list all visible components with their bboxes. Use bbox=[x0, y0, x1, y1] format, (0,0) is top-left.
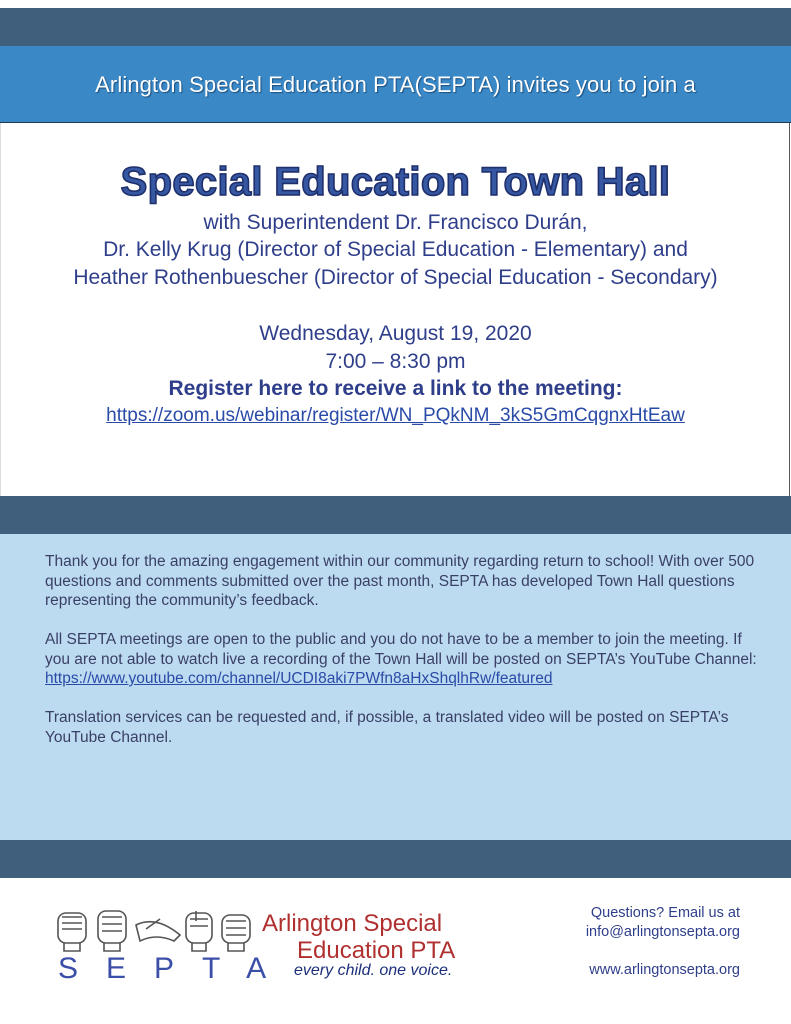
logo-name-line-1: Arlington Special bbox=[262, 910, 443, 937]
logo-name-line-2: Education PTA bbox=[297, 937, 456, 964]
meetings-paragraph: All SEPTA meetings are open to the public and you do not have to be a member to join the meeting. If you are not able to watch live a recording of the Town Hall will be posted on SEPTA’s YouTube Channel: bbox=[45, 631, 757, 668]
contact-question: Questions? Email us at bbox=[590, 905, 740, 921]
speakers-line-1: with Superintendent Dr. Francisco Durán, bbox=[203, 211, 588, 234]
translation-paragraph: Translation services can be requested and, if possible, a translated video will be posted on SEPTA’s YouTube Channel. bbox=[45, 709, 729, 746]
contact-email[interactable]: info@arlingtonsepta.org bbox=[585, 924, 740, 940]
hand-s-icon bbox=[58, 913, 86, 951]
hand-p-icon bbox=[136, 919, 180, 941]
hand-e-icon bbox=[98, 911, 126, 951]
middle-dark-band bbox=[0, 496, 791, 534]
thanks-paragraph: Thank you for the amazing engagement within our community regarding return to school! With over 500 questions and comments submitted over the past month, SEPTA has developed Town Hall questions representing the community’s feedback. bbox=[45, 553, 755, 609]
hand-t-icon bbox=[186, 911, 212, 951]
speakers-line-2: Dr. Kelly Krug (Director of Special Education - Elementary) and bbox=[103, 238, 688, 261]
event-time: 7:00 – 8:30 pm bbox=[325, 350, 466, 373]
invite-text: Arlington Special Education PTA(SEPTA) invites you to join a bbox=[95, 72, 696, 97]
event-date: Wednesday, August 19, 2020 bbox=[259, 322, 532, 345]
register-label: Register here to receive a link to the meeting: bbox=[168, 377, 623, 400]
contact-website[interactable]: www.arlingtonsepta.org bbox=[589, 962, 740, 978]
youtube-channel-link[interactable]: https://www.youtube.com/channel/UCDI8aki7PWfn8aHxShqlhRw/featured bbox=[45, 670, 553, 687]
septa-logo-letters: SEPTA bbox=[58, 952, 295, 985]
top-dark-band bbox=[0, 8, 791, 46]
bottom-dark-band bbox=[0, 840, 791, 878]
hand-a-icon bbox=[222, 915, 250, 951]
logo-tagline: every child. one voice. bbox=[294, 962, 453, 979]
zoom-register-link[interactable]: https://zoom.us/webinar/register/WN_PQkNM_3kS5GmCqgnxHtEaw bbox=[106, 405, 685, 426]
speakers-line-3: Heather Rothenbuescher (Director of Special Education - Secondary) bbox=[73, 266, 718, 289]
info-text bbox=[45, 552, 765, 767]
event-title: Special Education Town Hall bbox=[120, 160, 671, 204]
